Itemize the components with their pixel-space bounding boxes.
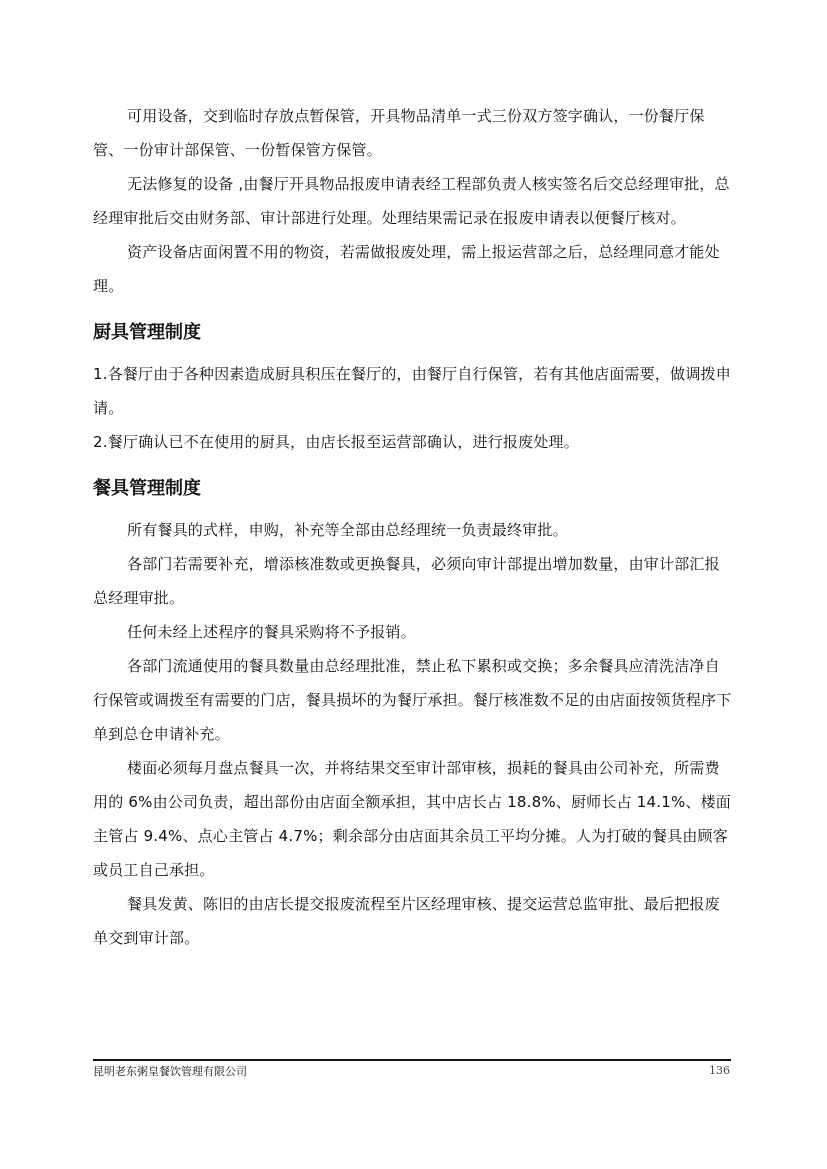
list-item: 2.餐厅确认已不在使用的厨具，由店长报至运营部确认，进行报废处理。 [93, 433, 579, 451]
section-heading-kitchenware: 厨具管理制度 [93, 322, 201, 343]
paragraph: 所有餐具的式样，申购，补充等全部由总经理统一负责最终审批。 [127, 521, 568, 539]
paragraph: 任何未经上述程序的餐具采购将不予报销。 [127, 623, 416, 641]
footer-divider [93, 1059, 731, 1061]
page-body [93, 99, 733, 955]
paragraph: 可用设备，交到临时存放点暂保管，开具物品清单一式三份双方签字确认，一份餐厅保管、一份审计部保管、一份暂保管方保管。 [93, 107, 705, 159]
paragraph: 各部门若需要补充，增添核准数或更换餐具，必须向审计部提出增加数量，由审计部汇报总经理审批。 [93, 555, 720, 607]
paragraph: 楼面必须每月盘点餐具一次，并将结果交至审计部审核，损耗的餐具由公司补充，所需费用的 6%由公司负责，超出部份由店面全额承担，其中店长占 18.8%、厨师长占 14.1%、楼面主管占 9.4%、点心主管占 4.7%；剩余部分由店面其余员工平均分摊。人为打破的餐具由顾客或员工自己承担。 [93, 759, 732, 879]
section-heading-tableware: 餐具管理制度 [93, 478, 201, 499]
list-item: 1.各餐厅由于各种因素造成厨具积压在餐厅的，由餐厅自行保管，若有其他店面需要，做调拨申请。 [93, 365, 731, 417]
footer-company: 昆明老东粥皇餐饮管理有限公司 [93, 1065, 247, 1078]
paragraph: 各部门流通使用的餐具数量由总经理批准，禁止私下累积或交换；多余餐具应清洗洁净自行保管或调拨至有需要的门店，餐具损坏的为餐厅承担。餐厅核准数不足的由店面按领货程序下单到总仓申请补充。 [93, 657, 732, 743]
paragraph: 无法修复的设备 ,由餐厅开具物品报废申请表经工程部负责人核实签名后交总经理审批，总经理审批后交由财务部、审计部进行处理。处理结果需记录在报废申请表以便餐厅核对。 [93, 175, 730, 227]
paragraph: 餐具发黄、陈旧的由店长提交报废流程至片区经理审核、提交运营总监审批、最后把报废单交到审计部。 [93, 895, 720, 947]
paragraph: 资产设备店面闲置不用的物资，若需做报废处理，需上报运营部之后，总经理同意才能处理。 [93, 243, 720, 295]
page-number: 136 [709, 1064, 730, 1077]
